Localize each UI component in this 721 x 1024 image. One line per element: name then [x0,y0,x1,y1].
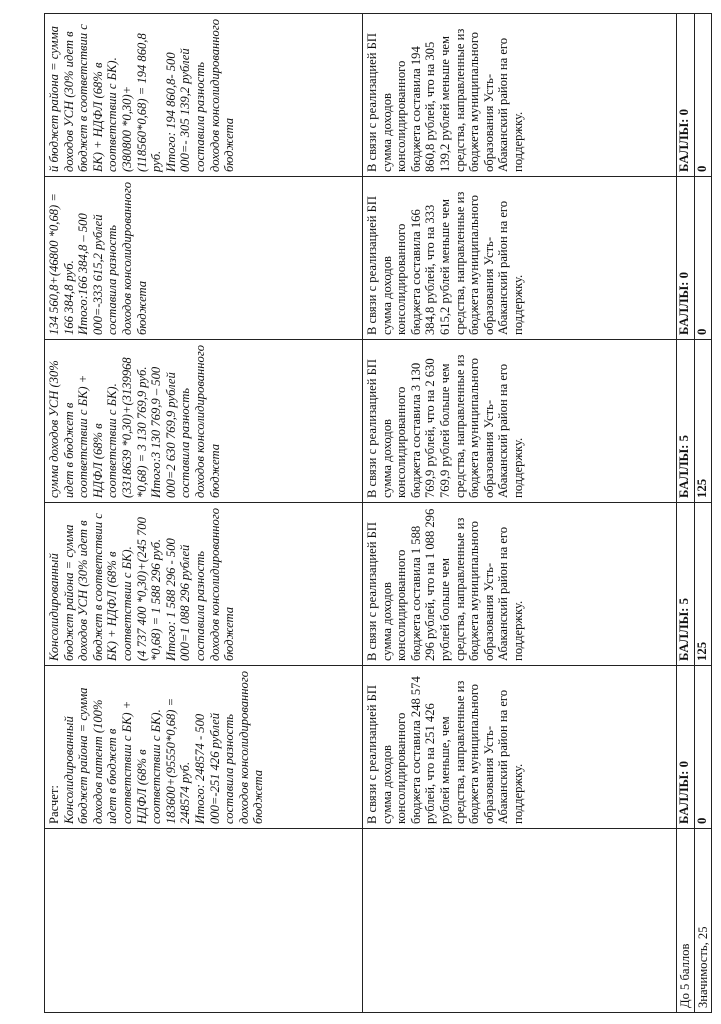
evaluation-table [44,13,712,1013]
calc-formula: (3318639 *0,30)+(3139968 *0,68) = 3 130 769,9 руб. [119,357,149,498]
calc-text: сумма доходов УСН (30% идет в бюджет в соответствии с БК) + НДФЛ (68% в соответствии с БК). [47,360,120,498]
calc-formula: 134 560,8+(46800 *0,68) = 166 384,8 руб. [47,193,76,335]
weighted-score-cell-3: 125 [694,340,712,503]
score-cell-1: БАЛЛЫ: 0 [677,666,695,829]
calc-formula: (4 737 400 *0,30)+(245 700 *0,68) = 1 588 296 руб. [134,517,164,661]
calc-total: Итого:3 130 769,9 – 500 000=2 630 769,9 рублей составила разность доходов консолидированного бюджета [149,344,222,498]
calc-cell-4 [45,177,363,340]
score-cell-4: БАЛЛЫ: 0 [677,177,695,340]
calc-heading: Расчет: [47,785,61,824]
calc-formula: (380800 *0,30)+(118560*0,68) = 194 860,8 руб. [119,33,164,172]
score-cell-2: БАЛЛЫ: 5 [677,503,695,666]
calc-cell-5 [45,14,363,177]
score-cell-5: БАЛЛЫ: 0 [677,14,695,177]
explanation-cell-5: В связи с реализацией БП сумма доходов консолидированного бюджета составила 194 860,8 рублей, что на 305 139,2 рублей меньше чем средства, направленные из бюджета муниципального образования Усть-Абаканский район на его поддержку. [363,14,677,177]
calc-text: Консолидированный бюджет района = сумма доходов УСН (30% идет в бюджет в соответствии с БК) + НДФЛ (68% в соответствии с БК). [47,513,134,661]
rotated-evaluation-table-page [44,19,709,1013]
calc-total: Итого: 1 588 296 - 500 000=1 088 296 рублей составила разность доходов консолидированного бюджета [163,507,237,661]
calc-cell-3 [45,340,363,503]
empty-label-cell [363,829,677,1013]
explanation-row [363,14,677,1013]
calc-total: Итого: 248574 - 500 000=-251 426 рублей составила разность доходов консолидированного бюджета [192,670,266,824]
calc-cell-2 [45,503,363,666]
calc-cell-1 [45,666,363,829]
explanation-cell-3: В связи с реализацией БП сумма доходов консолидированного бюджета составила 3 130 769,9 рублей, что на 2 630 769,9 рублей больше чем средства, направленные из бюджета муниципального образования Усть-Абаканский район на его поддержку. [363,340,677,503]
weighted-score-cell-2: 125 [694,503,712,666]
explanation-cell-4: В связи с реализацией БП сумма доходов консолидированного бюджета составила 166 384,8 рублей, что на 333 615,2 рублей меньше чем средства, направленные из бюджета муниципального образования Усть-Абаканский район на его поддержку. [363,177,677,340]
calc-text: Консолидированный бюджет района = сумма доходов патент (100% идет в бюджет в соответствии с БК) + НДФЛ (68% в соответствии с БК). [61,687,164,824]
calc-total: Итого: 194 860,8- 500 000=- 305 139,2 рублей составила разность доходов консолидированного бюджета [163,18,237,172]
calculation-row [45,14,363,1013]
empty-label-cell [45,829,363,1013]
score-row-label: До 5 баллов [677,829,695,1013]
explanation-cell-2: В связи с реализацией БП сумма доходов консолидированного бюджета составила 1 588 296 рублей, что на 1 088 296 рублей больше чем средства, направленные из бюджета муниципального образования Усть-Абаканский район на его поддержку. [363,503,677,666]
calc-text: й бюджет района = сумма доходов УСН (30% идет в бюджет в соответствии с БК) + НДФЛ (68% в соответствии с БК). [47,24,120,172]
weight-row [694,14,712,1013]
explanation-cell-1: В связи с реализацией БП сумма доходов консолидированного бюджета составила 248 574 рублей, что на 251 426 рублей меньше, чем средства, направленные из бюджета муниципального образования Усть-Абаканский район на его поддержку. [363,666,677,829]
score-cell-3: БАЛЛЫ: 5 [677,340,695,503]
weight-row-label: Значимость, 25 [694,829,712,1013]
weighted-score-cell-4: 0 [694,177,712,340]
calc-formula: 183600+(95550*0,68) = 248574 руб. [163,697,193,824]
score-row [677,14,695,1013]
weighted-score-cell-5: 0 [694,14,712,177]
calc-total: Итого:166 384,8 – 500 000=-333 615,2 рублей составила разность доходов консолидированного бюджета [76,181,149,335]
weighted-score-cell-1: 0 [694,666,712,829]
